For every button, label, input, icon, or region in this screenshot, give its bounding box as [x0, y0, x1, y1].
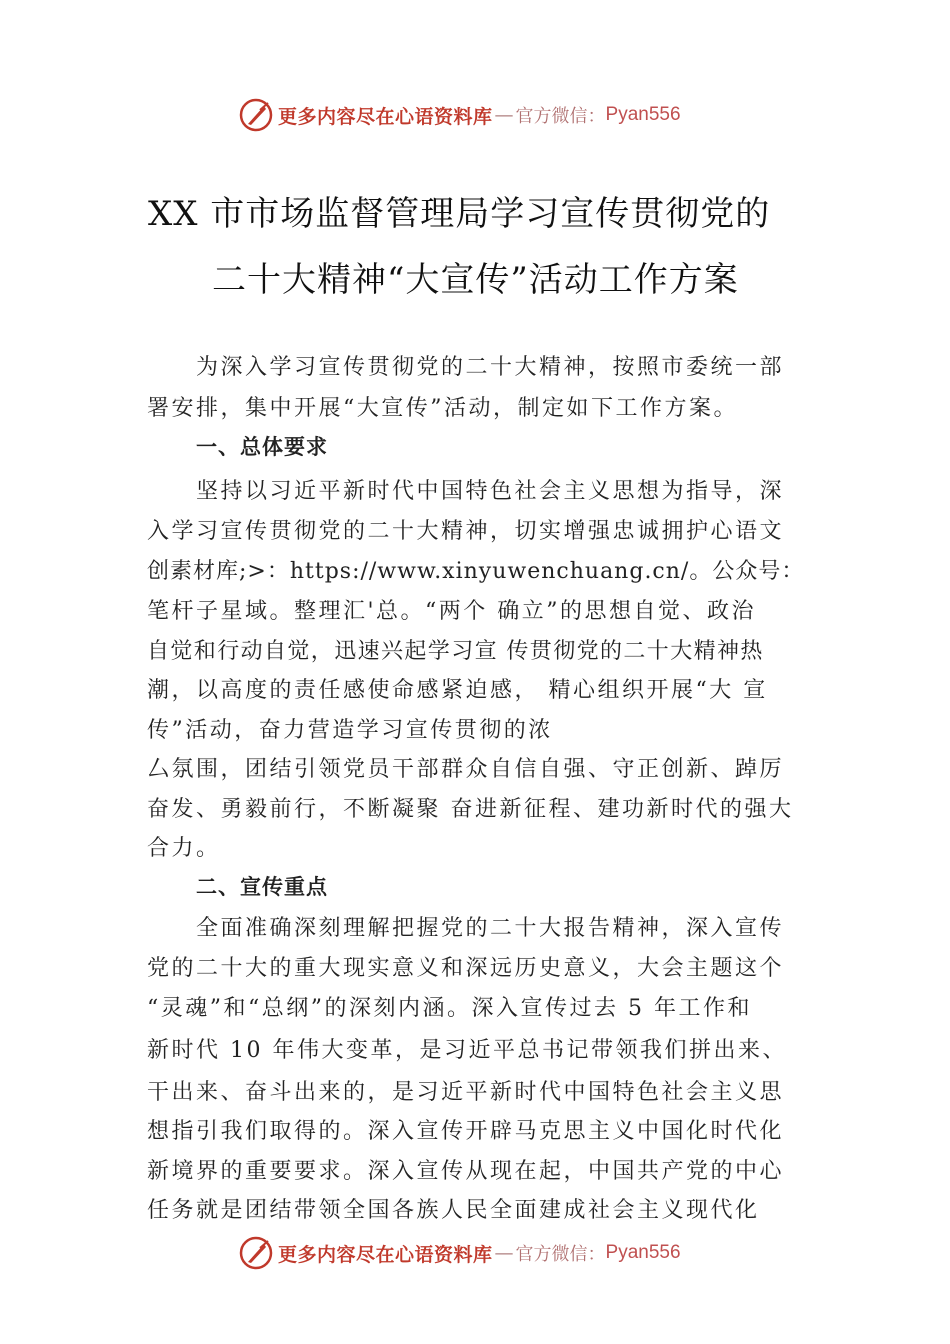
document-title-line-2: 二十大精神“大宣传”活动工作方案	[212, 260, 739, 300]
section-heading: 一、总体要求	[196, 435, 328, 459]
banner-separator: —	[494, 1242, 514, 1264]
body-line: 入学习宣传贯彻党的二十大精神，切实增强忠诚拥护心语文	[147, 519, 785, 544]
section-heading: 二、宣传重点	[196, 875, 328, 899]
body-line: 党的二十大的重大现实意义和深远历史意义，大会主题这个	[147, 956, 785, 981]
body-line: 新时代 10 年伟大变革，是习近平总书记带领我们拼出来、	[147, 1038, 787, 1063]
body-line: 创素材库;>：https://www.xinyuwenchuang.cn/。公众号：	[147, 559, 805, 584]
header-banner	[0, 95, 950, 135]
body-line: 自觉和行动自觉，迅速兴起学习宣 传贯彻党的二十大精神热	[147, 639, 764, 664]
body-line: 新境界的重要要求。深入宣传从现在起，中国共产党的中心	[147, 1159, 785, 1184]
body-line: 合力。	[147, 836, 221, 861]
body-line: 干出来、奋斗出来的，是习近平新时代中国特色社会主义思	[147, 1080, 785, 1105]
document-title-line-1: XX 市市场监督管理局学习宣传贯彻党的	[148, 194, 771, 234]
body-line: 为深入学习宣传贯彻党的二十大精神，按照市委统一部	[196, 355, 785, 380]
banner-separator: —	[494, 104, 514, 126]
body-line: 坚持以习近平新时代中国特色社会主义思想为指导，深	[196, 479, 785, 504]
body-line: 全面准确深刻理解把握党的二十大报告精神，深入宣传	[196, 916, 785, 941]
body-line: 署安排，集中开展“大宣传”活动，制定如下工作方案。	[147, 396, 738, 421]
body-line: 潮，以高度的责任感使命感紧迫感， 精心组织开展“大 宣	[147, 678, 768, 703]
body-line: 厶氛围，团结引领党员干部群众自信自强、守正创新、踔厉	[147, 757, 785, 782]
banner-text: 更多内容尽在心语资料库	[278, 105, 493, 128]
body-line: 任务就是团结带领全国各族人民全面建成社会主义现代化	[147, 1198, 760, 1223]
banner-wechat-id: Pyan556	[605, 1242, 681, 1263]
quill-logo-icon	[238, 1235, 274, 1271]
body-line: 传”活动，奋力营造学习宣传贯彻的浓	[147, 718, 553, 743]
body-line: 笔杆子星域。整理汇'总。“两个 确立”的思想自觉、政治	[147, 599, 757, 624]
quill-logo-icon	[238, 97, 274, 133]
body-line: 想指引我们取得的。深入宣传开辟马克思主义中国化时代化	[147, 1119, 785, 1144]
banner-wechat-id: Pyan556	[605, 104, 681, 125]
body-line: “灵魂”和“总纲”的深刻内涵。深入宣传过去 5 年工作和	[147, 996, 752, 1021]
banner-label: 官方微信：	[515, 106, 606, 127]
footer-banner	[0, 1233, 950, 1273]
banner-label: 官方微信：	[515, 1244, 606, 1265]
banner-text: 更多内容尽在心语资料库	[278, 1243, 493, 1266]
body-line: 奋发、勇毅前行，不断凝聚 奋进新征程、建功新时代的强大	[147, 797, 794, 822]
